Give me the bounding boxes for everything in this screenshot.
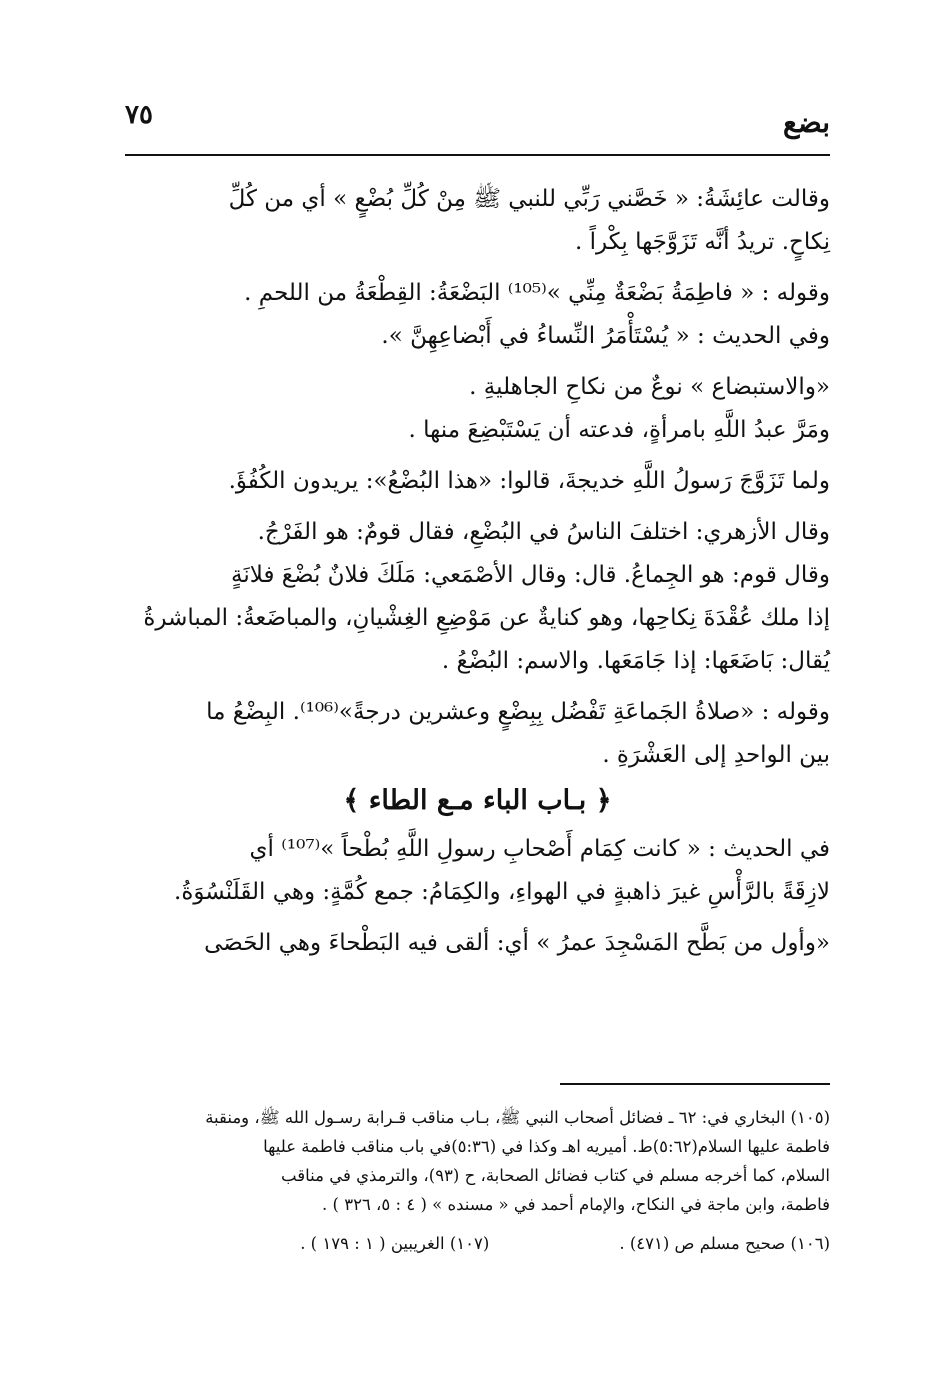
text-line: بين الواحدِ إلى العَشْرَةِ . xyxy=(602,742,830,768)
page-header xyxy=(125,92,830,154)
text-line: نِكاحٍ. تريدُ أنَّه تَزَوَّجَها بِكْراً . xyxy=(574,229,830,255)
text-line: وفي الحديث : « يُسْتَأْمَرُ النِّساءُ في أَبْضاعِهِنَّ ». xyxy=(381,323,830,349)
paragraph xyxy=(125,828,830,914)
text-line: وقال قوم: هو الجِماعُ. قال: وقال الأصْمَعي: مَلَكَ فلانٌ بُضْعَ فلانَةٍ xyxy=(231,562,830,588)
section-title: ﴿ بـاب الباء مـع الطاء ﴾ xyxy=(343,785,612,816)
page-number: ٧٥ xyxy=(125,100,153,130)
paragraph xyxy=(125,178,830,264)
text-line: وقالت عائِشَةُ: « خَصَّني رَبِّي للنبي ﷺ مِنْ كُلِّ بُضْعٍ » أي من كُلِّ xyxy=(228,186,830,212)
footnote-line: السلام، كما أخرجه مسلم في كتاب فضائل الصحابة، ح (٩٣)، والترمذي في مناقب xyxy=(281,1166,830,1185)
text-line: ولما تَزَوَّجَ رَسولُ اللَّهِ خديجةَ، قالوا: «هذا البُضْعُ»: يريدون الكُفُؤَ. xyxy=(228,468,830,494)
text-line: يُقال: بَاضَعَها: إذا جَامَعَها. والاسم: البُضْعُ . xyxy=(441,648,830,674)
paragraph xyxy=(125,460,830,503)
text-line: وقال الأزهري: اختلفَ الناسُ في البُضْعِ، فقال قومٌ: هو الفَرْجُ. xyxy=(257,519,830,545)
paragraph xyxy=(125,691,830,777)
text-line: وقوله : «صلاةُ الجَماعَةِ تَفْضُل بِبِضْعٍ وعشرين درجةً»⁽¹⁰⁶⁾. البِضْعُ ما xyxy=(206,699,830,725)
header-rule xyxy=(125,154,830,156)
text-line: إذا ملك عُقْدَةَ نِكاحِها، وهو كنايةٌ عن مَوْضِعِ الغِشْيانِ، والمباضَعةُ: المباشرةُ xyxy=(143,605,830,631)
footnotes xyxy=(125,1103,830,1258)
text-line: «والاستبضاع » نوعٌ من نكاحِ الجاهليةِ . xyxy=(469,374,830,400)
paragraph xyxy=(125,922,830,965)
header-word: بضع xyxy=(783,106,830,139)
text-line: في الحديث : « كانت كِمَام أَصْحابِ رسولِ اللَّهِ بُطْحاً »⁽¹⁰⁷⁾ أي xyxy=(249,836,830,862)
text-line: ومَرَّ عبدُ اللَّهِ بامرأةٍ، فدعته أن يَسْتَبْضِعَ منها . xyxy=(408,417,830,443)
footnote-106: (١٠٦) صحيح مسلم ص (٤٧١) . xyxy=(619,1234,830,1253)
footnote-105 xyxy=(125,1103,830,1219)
footnote-line: (١٠٥) البخاري في: ٦٢ ـ فضائل أصحاب النبي ﷺ، بـاب مناقب قـرابة رسـول الله ﷺ، ومنقبة xyxy=(205,1108,830,1127)
paragraph xyxy=(125,272,830,358)
footnote-rule xyxy=(560,1083,830,1085)
main-text xyxy=(125,178,830,973)
footnote-107: (١٠٧) الغريبين ( ١ : ١٧٩ ) . xyxy=(300,1234,490,1253)
footnote-line: فاطمة، وابن ماجة في النكاح، والإمام أحمد في « مسنده » ( ٤ : ٥، ٣٢٦ ) . xyxy=(322,1195,830,1214)
footnote-line: فاطمة عليها السلام(٥:٦٢)ط. أميريه اهـ وكذا في (٥:٣٦)في باب مناقب فاطمة عليها xyxy=(263,1137,830,1156)
paragraph xyxy=(125,366,830,452)
paragraph xyxy=(125,511,830,683)
text-line: لازِقَةً بالرَّأْسِ غيرَ ذاهبةٍ في الهواءِ، والكِمَامُ: جمع كُمَّةٍ: وهي القَلَنْسُوَةُ. xyxy=(174,879,830,905)
text-line: وقوله : « فاطِمَةُ بَضْعَةٌ مِنِّي »⁽¹⁰⁵⁾ البَضْعَةُ: القِطْعَةُ من اللحمِ . xyxy=(244,280,830,306)
footnote-row xyxy=(125,1229,830,1258)
text-line: «وأول من بَطَّح المَسْجِدَ عمرُ » أي: ألقى فيه البَطْحاءَ وهي الحَصَى xyxy=(204,930,830,956)
